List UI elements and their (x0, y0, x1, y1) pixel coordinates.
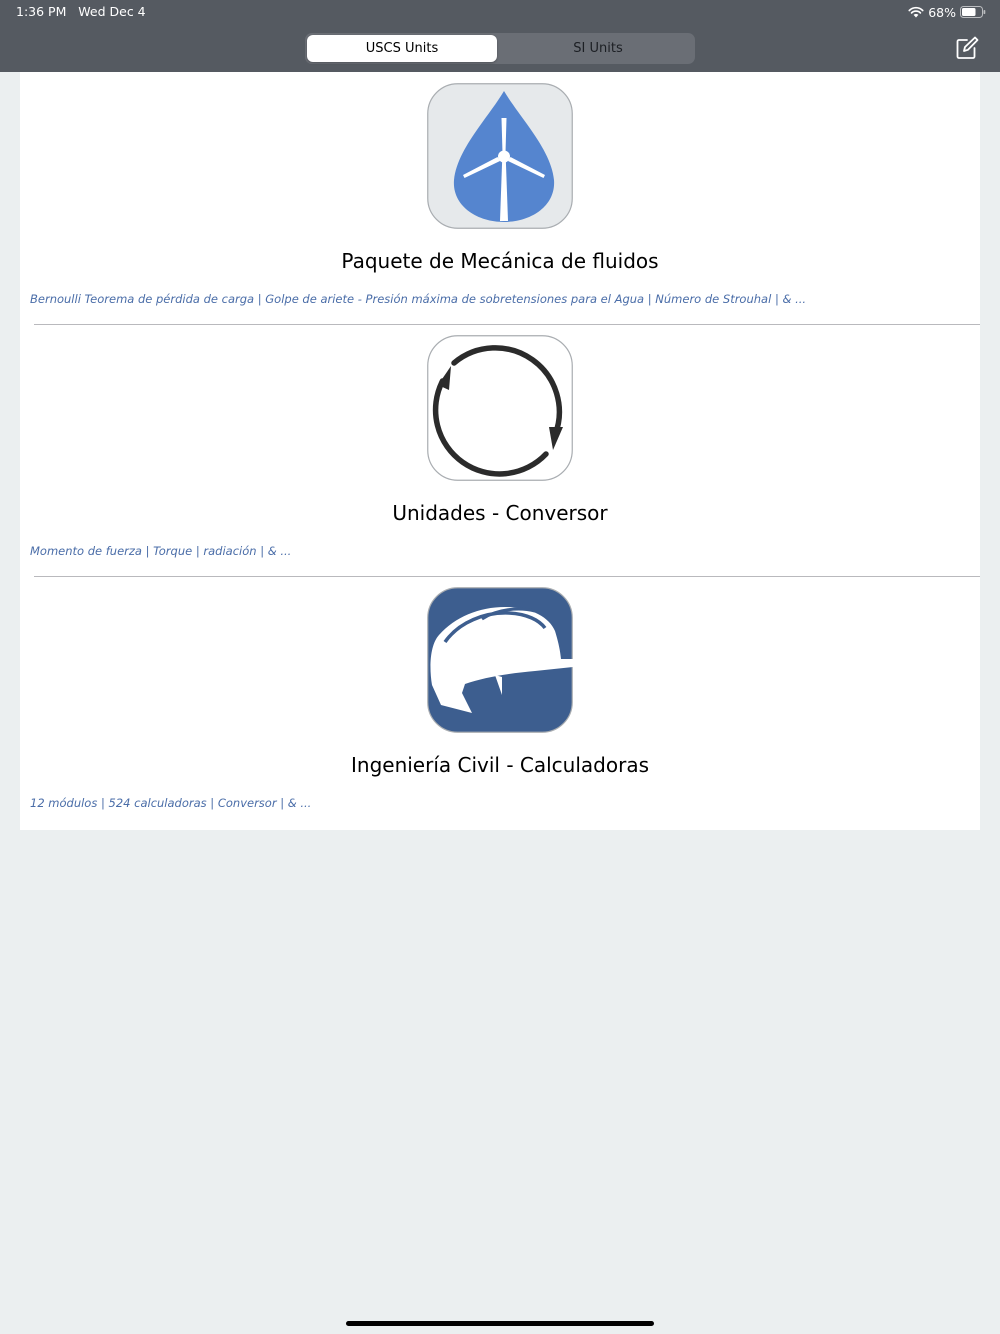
item-title: Unidades - Conversor (392, 501, 608, 525)
item-title: Paquete de Mecánica de fluidos (341, 249, 659, 273)
compose-icon[interactable] (954, 36, 980, 60)
battery-icon (960, 6, 986, 18)
water-drop-turbine-icon (427, 83, 573, 229)
units-segmented-control (305, 33, 695, 64)
item-title: Ingeniería Civil - Calculadoras (351, 753, 649, 777)
status-time: 1:36 PM Wed Dec 4 (16, 4, 146, 19)
list-item[interactable] (20, 72, 980, 324)
item-description: 12 módulos | 524 calculadoras | Conversor | & ... (30, 796, 312, 810)
package-list (20, 72, 980, 830)
navigation-header (0, 0, 1000, 72)
list-item[interactable] (20, 576, 980, 828)
list-item[interactable] (20, 324, 980, 576)
si-units-segment[interactable]: SI Units (573, 41, 623, 56)
home-indicator[interactable] (346, 1321, 654, 1326)
circular-arrows-icon (427, 335, 573, 481)
status-indicators (908, 4, 986, 20)
hard-hat-icon (427, 587, 573, 733)
uscs-units-segment[interactable]: USCS Units (307, 35, 497, 62)
wifi-icon (908, 6, 924, 18)
item-description: Bernoulli Teorema de pérdida de carga | Golpe de ariete - Presión máxima de sobretensiones para el Agua | Número de Strouhal | & ... (30, 292, 807, 306)
item-description: Momento de fuerza | Torque | radiación | & ... (30, 544, 292, 558)
battery-percent: 68% (928, 4, 956, 20)
